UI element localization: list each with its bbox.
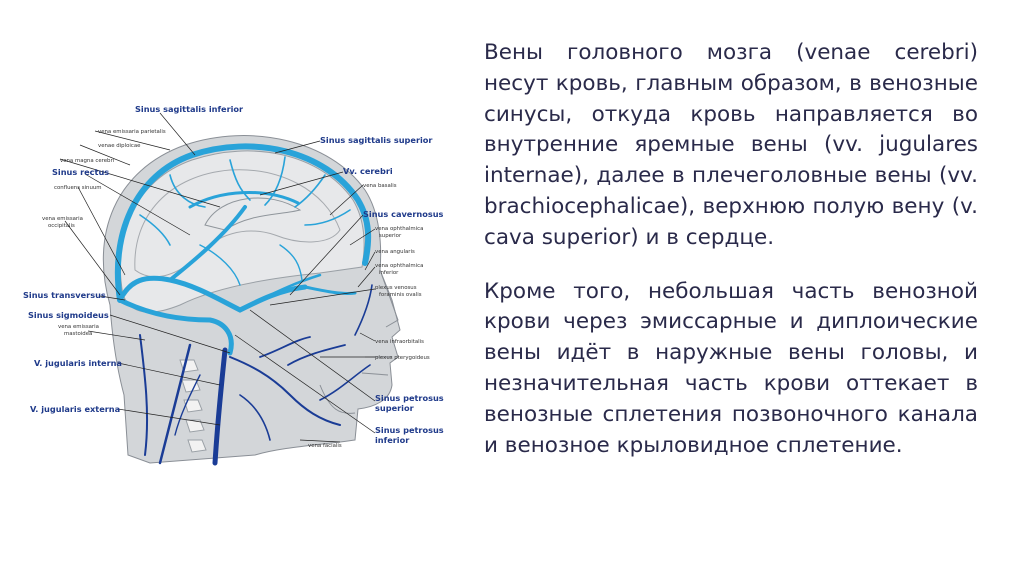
- label-vena-ophthalmica-inferior-2: inferior: [379, 270, 399, 276]
- label-sinus-sigmoideus: Sinus sigmoideus: [28, 310, 109, 320]
- label-sinus-sagittalis-superior: Sinus sagittalis superior: [320, 135, 433, 145]
- label-sinus-transversus: Sinus transversus: [23, 290, 106, 300]
- paragraph-2: Кроме того, небольшая часть венозной крови через эмиссарные и диплоические вены идёт в наружные вены головы, и незначительная часть крови оттекает в венозные сплетения позвоночного канала и венозное крыловидное сплетение.: [484, 278, 978, 458]
- label-vena-emissaria-parietalis: vena emissaria parietalis: [98, 129, 166, 135]
- label-sinus-petrosus-superior-1: Sinus petrosus: [375, 393, 444, 403]
- label-v-jugularis-externa: V. jugularis externa: [30, 404, 121, 414]
- label-plexus-pterygoideus: plexus pterygoideus: [375, 355, 430, 361]
- label-vena-ophthalmica-superior-2: superior: [379, 233, 402, 239]
- label-sinus-rectus: Sinus rectus: [52, 167, 110, 177]
- label-vena-emissaria-mastoidea-2: mastoidea: [64, 331, 93, 337]
- label-vena-infraorbitalis: vena infraorbitalis: [375, 339, 424, 345]
- head-veins-illustration: [20, 95, 460, 475]
- label-vena-magna-cerebri: vena magna cerebri: [60, 158, 115, 164]
- label-sinus-sagittalis-inferior: Sinus sagittalis inferior: [135, 104, 244, 114]
- label-vena-ophthalmica-superior-1: vena ophthalmica: [375, 226, 424, 232]
- text-panel: [484, 38, 978, 461]
- label-sinus-petrosus-inferior-2: inferior: [375, 435, 410, 445]
- label-vena-angularis: vena angularis: [375, 249, 415, 255]
- label-vv-cerebri: Vv. cerebri: [343, 166, 393, 176]
- label-vena-emissaria-mastoidea-1: vena emissaria: [58, 324, 99, 330]
- label-confluens-sinuum: confluens sinuum: [54, 185, 102, 191]
- paragraph-1: Вены головного мозга (venae cerebri) несут кровь, главным образом, в венозные синусы, откуда кровь направляется во внутренние яремные вены (vv. jugulares internae), далее в плечеголовные вены (vv. brachiocephalicae), верхнюю полую вену (v. cava superior) и в сердце.: [484, 40, 978, 250]
- label-v-jugularis-interna: V. jugularis interna: [34, 358, 122, 368]
- label-vena-facialis: vena facialis: [308, 443, 342, 449]
- label-sinus-petrosus-inferior-1: Sinus petrosus: [375, 425, 444, 435]
- label-venae-diploicae: venae diploicae: [98, 143, 141, 149]
- label-sinus-petrosus-superior-2: superior: [375, 403, 414, 413]
- head-veins-svg: [20, 95, 460, 475]
- label-vena-emissaria-occipitalis-1: vena emissaria: [42, 216, 83, 222]
- label-plexus-venosus-2: foraminis ovalis: [379, 292, 422, 298]
- label-sinus-cavernosus: Sinus cavernosus: [363, 209, 444, 219]
- label-vena-emissaria-occipitalis-2: occipitalis: [48, 223, 75, 229]
- label-plexus-venosus-1: plexus venosus: [375, 285, 417, 291]
- label-vena-basalis: vena basalis: [363, 183, 397, 189]
- label-vena-ophthalmica-inferior-1: vena ophthalmica: [375, 263, 424, 269]
